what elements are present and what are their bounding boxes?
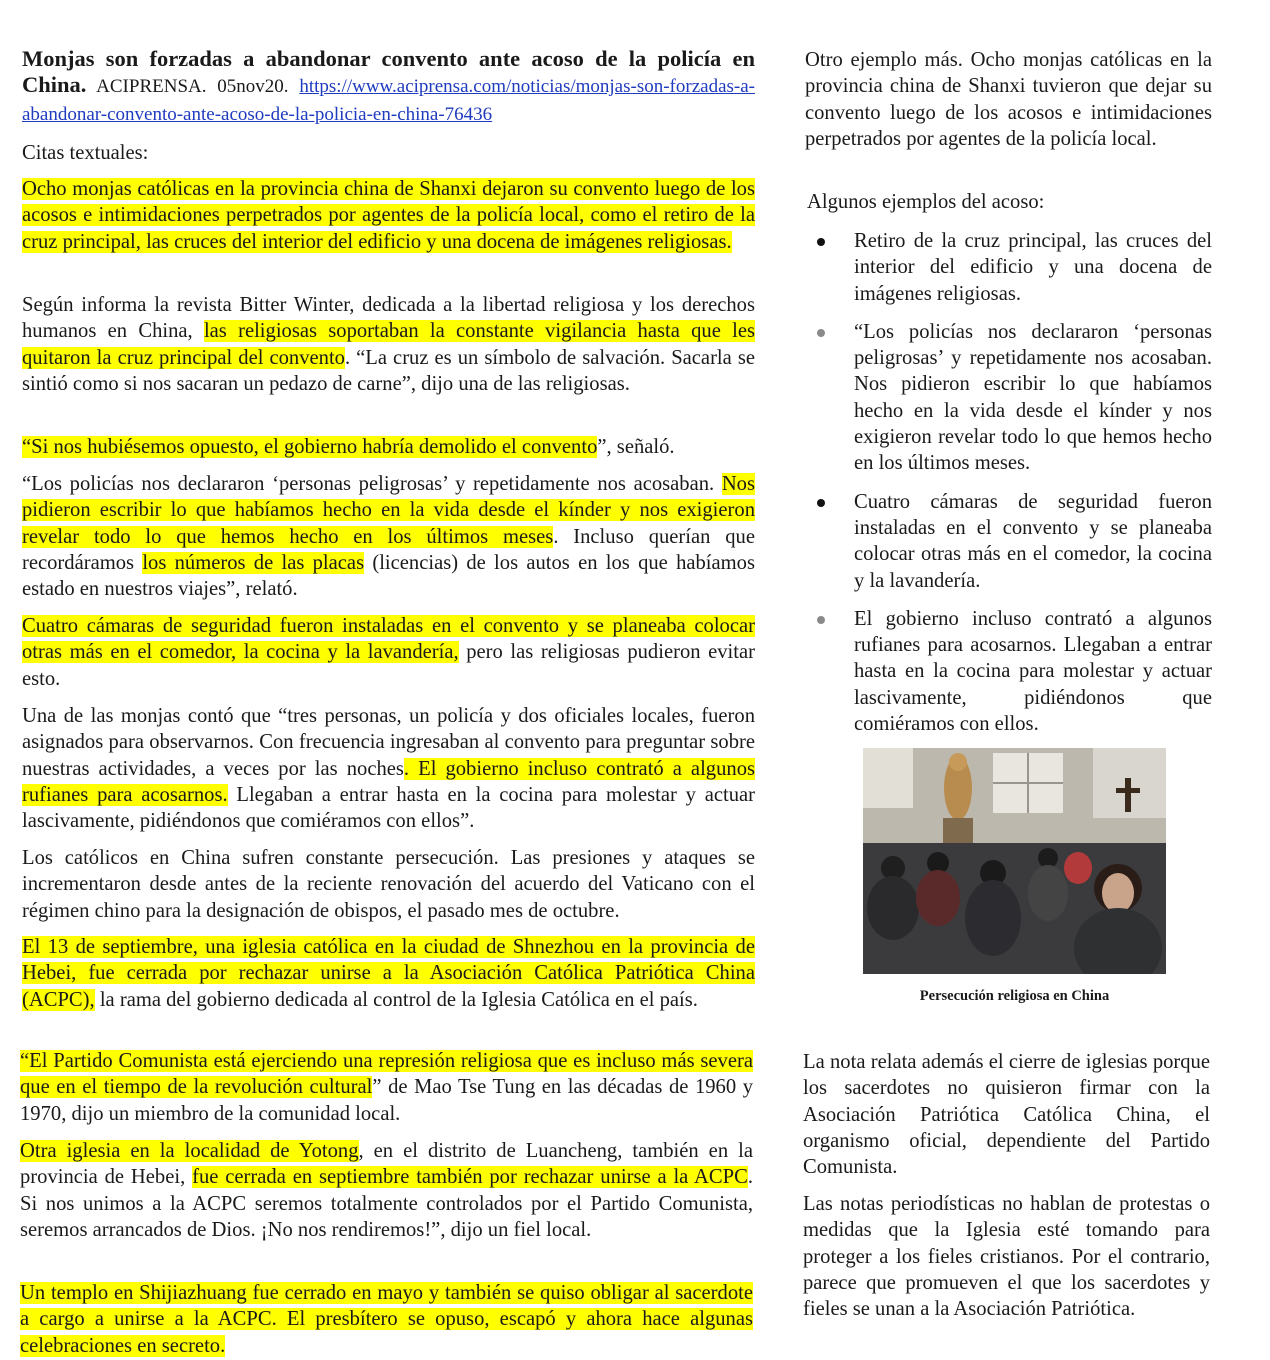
highlight: . El gobierno incluso contrató a algunos rufianes para acosarnos.	[22, 757, 755, 806]
paragraph-2	[22, 292, 755, 397]
list-item	[805, 489, 1212, 594]
paragraph-3	[22, 434, 755, 460]
paragraph-4	[22, 471, 755, 602]
bullet-icon	[817, 238, 825, 246]
text-run: (licencias) de los autos en los que habíamos estado en nuestros viajes”, relató.	[22, 551, 755, 601]
highlight: fue cerrada en septiembre también por rechazar unirse a la ACPC	[192, 1166, 748, 1189]
highlight: Cuatro cámaras de seguridad fueron instaladas en el convento y se planeaba colocar otras más en el comedor, la cocina y la lavandería,	[22, 615, 755, 664]
highlight: “Si nos hubiésemos opuesto, el gobierno habría demolido el convento	[22, 436, 598, 458]
right-intro: Otro ejemplo más. Ocho monjas católicas en la provincia china de Shanxi tuvieron que dejar su convento luego de los acosos e intimidaciones perpetrados por agentes de la policía local.	[805, 49, 1212, 150]
text-run: . Incluso querían que recordáramos	[22, 525, 755, 574]
paragraph-11	[20, 1280, 753, 1359]
text-run: Según informa la revista Bitter Winter, dedicada a la libertad religiosa y los derechos humanos en China,	[22, 294, 755, 343]
harassment-list	[805, 228, 1212, 749]
article-title: Monjas son forzadas a abandonar convento ante acoso de la policía en China	[22, 46, 755, 97]
list-item	[805, 319, 1212, 477]
highlight: Nos pidieron escribir lo que habíamos hecho en la vida desde el kínder y nos exigieron revelar todo lo que hemos hecho en los últimos meses	[22, 473, 755, 548]
paragraph-8	[22, 934, 755, 1013]
bullet-icon	[817, 616, 825, 624]
paragraph-9	[20, 1048, 753, 1127]
citas-label: Citas textuales:	[22, 142, 149, 164]
paragraph-1	[22, 176, 755, 255]
article-header	[22, 46, 755, 128]
highlight: El 13 de septiembre, una iglesia católica en la ciudad de Shnezhou en la provincia de Hebei, fue cerrada por rechazar unirse a la Asociación Católica Patriótica China (ACPC),	[22, 936, 755, 1011]
highlight: las religiosas soportaban la constante vigilancia hasta que les quitaron la cruz principal del convento	[22, 320, 755, 369]
highlight: “El Partido Comunista está ejerciendo una represión religiosa que es incluso más severa que en el tiempo de la revolución cultural	[20, 1050, 753, 1099]
highlight: Un templo en Shijiazhuang fue cerrado en mayo y también se quiso obligar al sacerdote a cargo a unirse a la ACPC. El presbítero se opuso, escapó y ahora hace algunas celebraciones en secreto.	[20, 1282, 753, 1357]
text-run: Una de las monjas contó que “tres personas, un policía y dos oficiales locales, fueron asignados para observarnos. Con frecuencia ingresaban al convento para preguntar sobre nuestras actividades, a veces por las noches	[22, 705, 755, 780]
ejemplos-label: Algunos ejemplos del acoso:	[807, 191, 1045, 213]
list-item	[805, 228, 1212, 307]
church-photo	[863, 748, 1166, 974]
right-paragraph-notas: Las notas periodísticas no hablan de protestas o medidas que la Iglesia esté tomando para proteger a los fieles cristianos. Por el contrario, parece que promueven el que los sacerdotes y fieles se unan a la Asociación Patriótica.	[803, 1193, 1210, 1321]
source-link[interactable]: https://www.aciprensa.com/noticias/monjas-son-forzadas-a-abandonar-convento-ante-acoso-de-la-policia-en-china-76436	[22, 76, 755, 125]
right-paragraph-nota: La nota relata además el cierre de iglesias porque los sacerdotes no quisieron firmar con la Asociación Patriótica Católica China, el organismo oficial, dependiente del Partido Comunista.	[803, 1051, 1210, 1179]
list-item-text: “Los policías nos declararon ‘personas peligrosas’ y repetidamente nos acosaban. Nos pidieron escribir lo que habíamos hecho en la vida desde el kínder y nos exigieron revelar todo lo que hemos hecho en los últimos meses.	[854, 320, 1212, 475]
list-item	[805, 606, 1212, 737]
paragraph-6	[22, 703, 755, 834]
text-run: ”, señaló.	[597, 436, 675, 458]
photo-caption: Persecución religiosa en China	[919, 988, 1110, 1004]
paragraph-7: Los católicos en China sufren constante persecución. Las presiones y ataques se incrementaron desde antes de la reciente renovación del acuerdo del Vaticano con el régimen chino para la designación de obispos, el pasado mes de octubre.	[22, 847, 755, 922]
text-run: pero las religiosas pudieron evitar esto.	[22, 641, 755, 690]
text-run: “Los policías nos declararon ‘personas peligrosas’ y repetidamente nos acosaban.	[22, 473, 722, 495]
photo-illustration	[863, 748, 1166, 974]
paragraph-10	[20, 1138, 753, 1243]
list-item-text: El gobierno incluso contrató a algunos rufianes para acosarnos. Llegaban a entrar hasta en la cocina para molestar y actuar lascivamente, pidiéndonos que comiéramos con ellos.	[854, 607, 1212, 736]
text-run: . “La cruz es un símbolo de salvación. Sacarla se sintió como si nos sacaran un pedazo de carne”, dijo una de las religiosas.	[22, 346, 755, 395]
list-item-text: Retiro de la cruz principal, las cruces del interior del edificio y una docena de imágenes religiosas.	[854, 230, 1212, 305]
text-run: Llegaban a entrar hasta en la cocina para molestar y actuar lascivamente, pidiéndonos que comiéramos con ellos”.	[22, 783, 755, 833]
source-line: ACIPRENSA. 05nov20.	[86, 76, 300, 97]
bullet-icon	[817, 499, 825, 507]
text-run: la rama del gobierno dedicada al control de la Iglesia Católica en el país.	[94, 988, 698, 1011]
highlight: Otra iglesia en la localidad de Yotong	[20, 1140, 359, 1162]
paragraph-5	[22, 613, 755, 692]
highlight: Ocho monjas católicas en la provincia china de Shanxi dejaron su convento luego de los acosos e intimidaciones perpetrados por agentes de la policía local, como el retiro de la cruz principal, las cruces del interior del edificio y una docena de imágenes religiosas.	[22, 178, 755, 253]
list-item-text: Cuatro cámaras de seguridad fueron instaladas en el convento y se planeaba colocar otras más en el comedor, la cocina y la lavandería.	[854, 490, 1212, 592]
title-period: .	[80, 72, 87, 97]
text-run: ” de Mao Tse Tung en las décadas de 1960 y 1970, dijo un miembro de la comunidad local.	[20, 1076, 753, 1125]
text-run: , en el distrito de Luancheng, también en la provincia de Hebei,	[20, 1140, 753, 1189]
bullet-icon	[817, 329, 825, 337]
text-run: . Si nos unimos a la ACPC seremos totalmente controlados por el Partido Comunista, seremos arrancados de Dios. ¡No nos rendiremos!”, dijo un fiel local.	[20, 1166, 753, 1241]
highlight: los números de las placas	[142, 551, 365, 574]
